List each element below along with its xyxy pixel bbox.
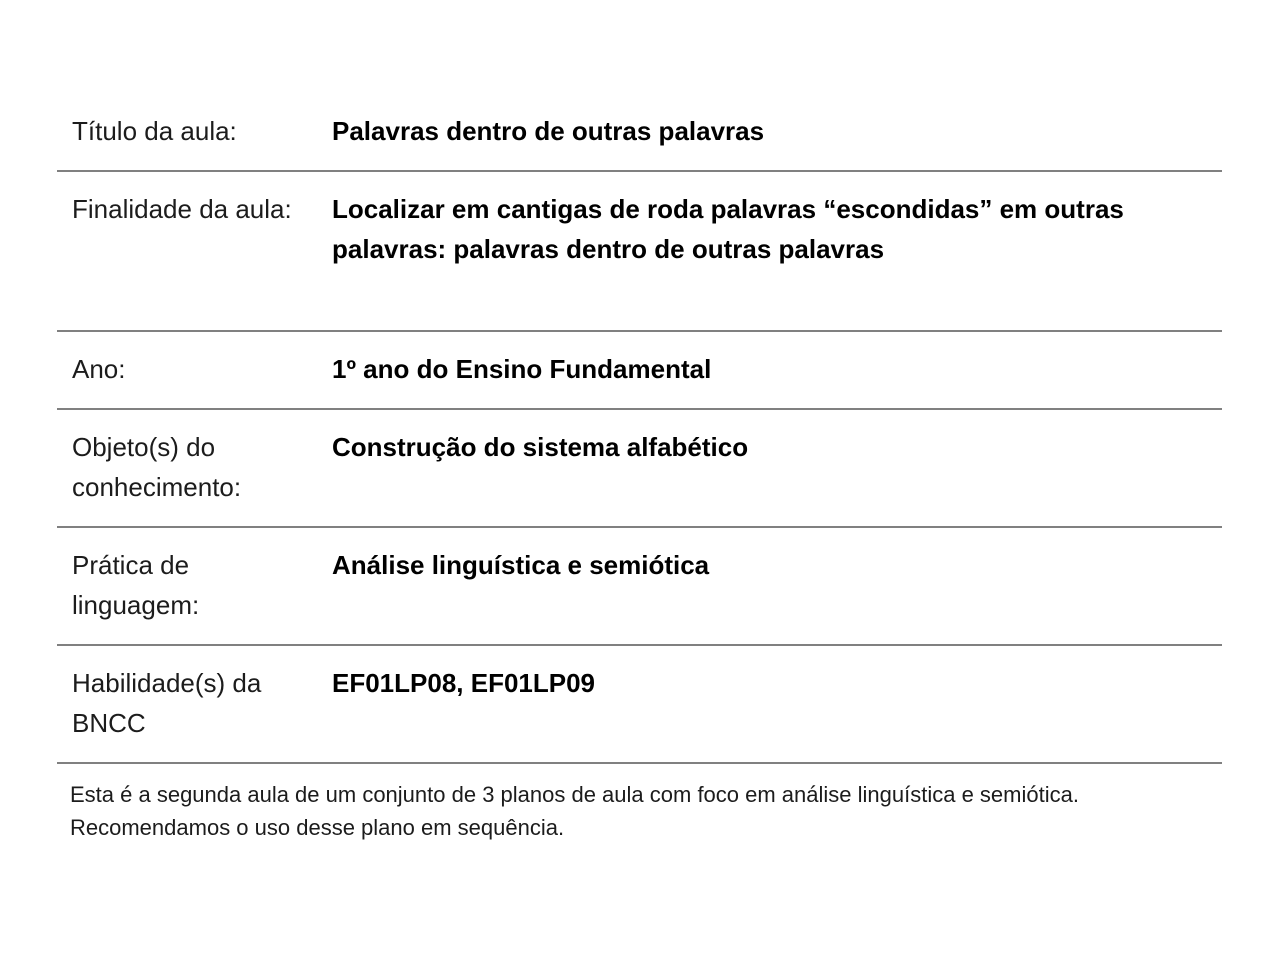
table-row [57, 332, 1222, 410]
table-row [57, 528, 1222, 646]
table-row [57, 172, 1222, 332]
row-label: Ano: [72, 354, 126, 384]
lesson-plan-table [57, 94, 1222, 844]
row-label: Finalidade da aula: [72, 194, 292, 224]
row-label: Objeto(s) do conhecimento: [72, 432, 242, 502]
row-label: Prática de linguagem: [72, 550, 200, 620]
row-label: Habilidade(s) da BNCC [72, 668, 262, 738]
row-value: Análise linguística e semiótica [332, 550, 710, 580]
row-value: Construção do sistema alfabético [332, 432, 749, 462]
table-row [57, 410, 1222, 528]
row-label: Título da aula: [72, 116, 237, 146]
row-value: EF01LP08, EF01LP09 [332, 668, 596, 698]
table-row [57, 646, 1222, 764]
row-value: 1º ano do Ensino Fundamental [332, 354, 712, 384]
table-row [57, 94, 1222, 172]
footer-note: Esta é a segunda aula de um conjunto de 3 planos de aula com foco em análise linguística e semiótica. Recomendamos o uso desse plano em sequência. [70, 782, 1079, 840]
row-value: Localizar em cantigas de roda palavras “escondidas” em outras palavras: palavras dentro de outras palavras [332, 194, 1124, 264]
row-value: Palavras dentro de outras palavras [332, 116, 765, 146]
